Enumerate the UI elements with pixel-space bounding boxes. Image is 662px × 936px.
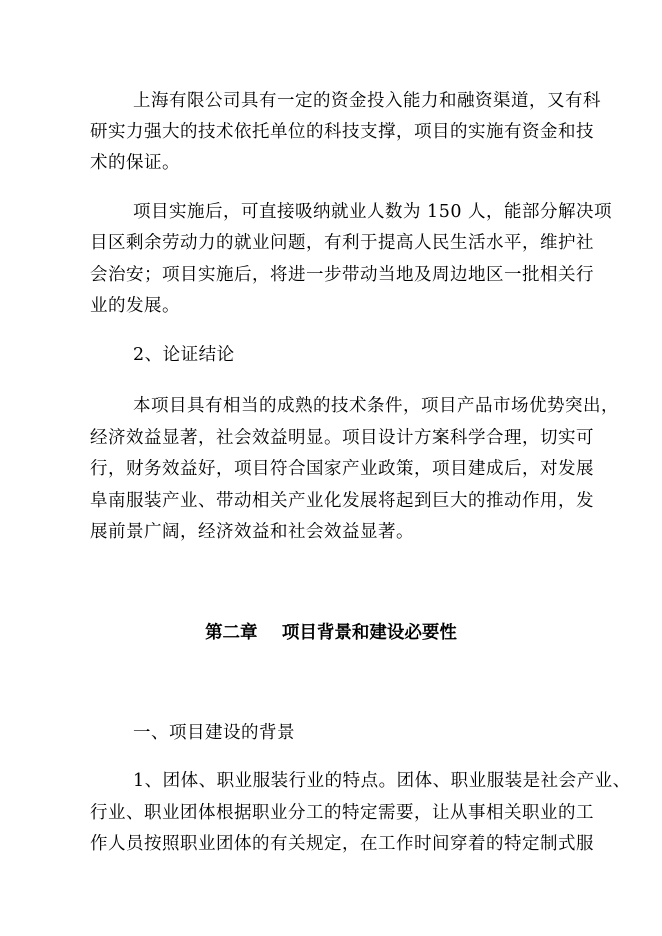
paragraph4-line-1: 1、团体、职业服装行业的特点。团体、职业服装是社会产业、 [133,771,631,791]
paragraph2-line-2: 目区剩余劳动力的就业问题，有利于提高人民生活水平，维护社 [90,233,594,253]
paragraph1-line-2: 研实力强大的技术依托单位的科技支撑，项目的实施有资金和技 [90,122,594,142]
paragraph2-line-3: 会治安；项目实施后，将进一步带动当地及周边地区一批相关行 [90,265,594,285]
paragraph4-line-2: 行业、职业团体根据职业分工的特定需要，让从事相关职业的工 [90,803,594,823]
paragraph2-line-1: 项目实施后，可直接吸纳就业人数为 150 人，能部分解决项 [133,202,613,222]
paragraph3-line-5: 展前景广阔，经济效益和社会效益显著。 [90,522,414,542]
paragraph1-line-1: 上海有限公司具有一定的资金投入能力和融资渠道，又有科 [133,91,601,111]
paragraph3-line-3: 行，财务效益好，项目符合国家产业政策，项目建成后，对发展 [90,459,594,479]
paragraph2-line-4: 业的发展。 [90,296,180,316]
section-2-heading: 2、论证结论 [133,345,235,365]
paragraph3-line-1: 本项目具有相当的成熟的技术条件，项目产品市场优势突出， [133,396,619,416]
paragraph4-line-3: 作人员按照职业团体的有关规定，在工作时间穿着的特定制式服 [90,834,594,854]
paragraph3-line-2: 经济效益显著，社会效益明显。项目设计方案科学合理，切实可 [90,428,594,448]
chapter-title: 第二章 项目背景和建设必要性 [205,623,457,643]
paragraph3-line-4: 阜南服装产业、带动相关产业化发展将起到巨大的推动作用，发 [90,491,594,511]
subsection-1-heading: 一、项目建设的背景 [133,723,295,743]
paragraph1-line-3: 术的保证。 [90,153,180,173]
